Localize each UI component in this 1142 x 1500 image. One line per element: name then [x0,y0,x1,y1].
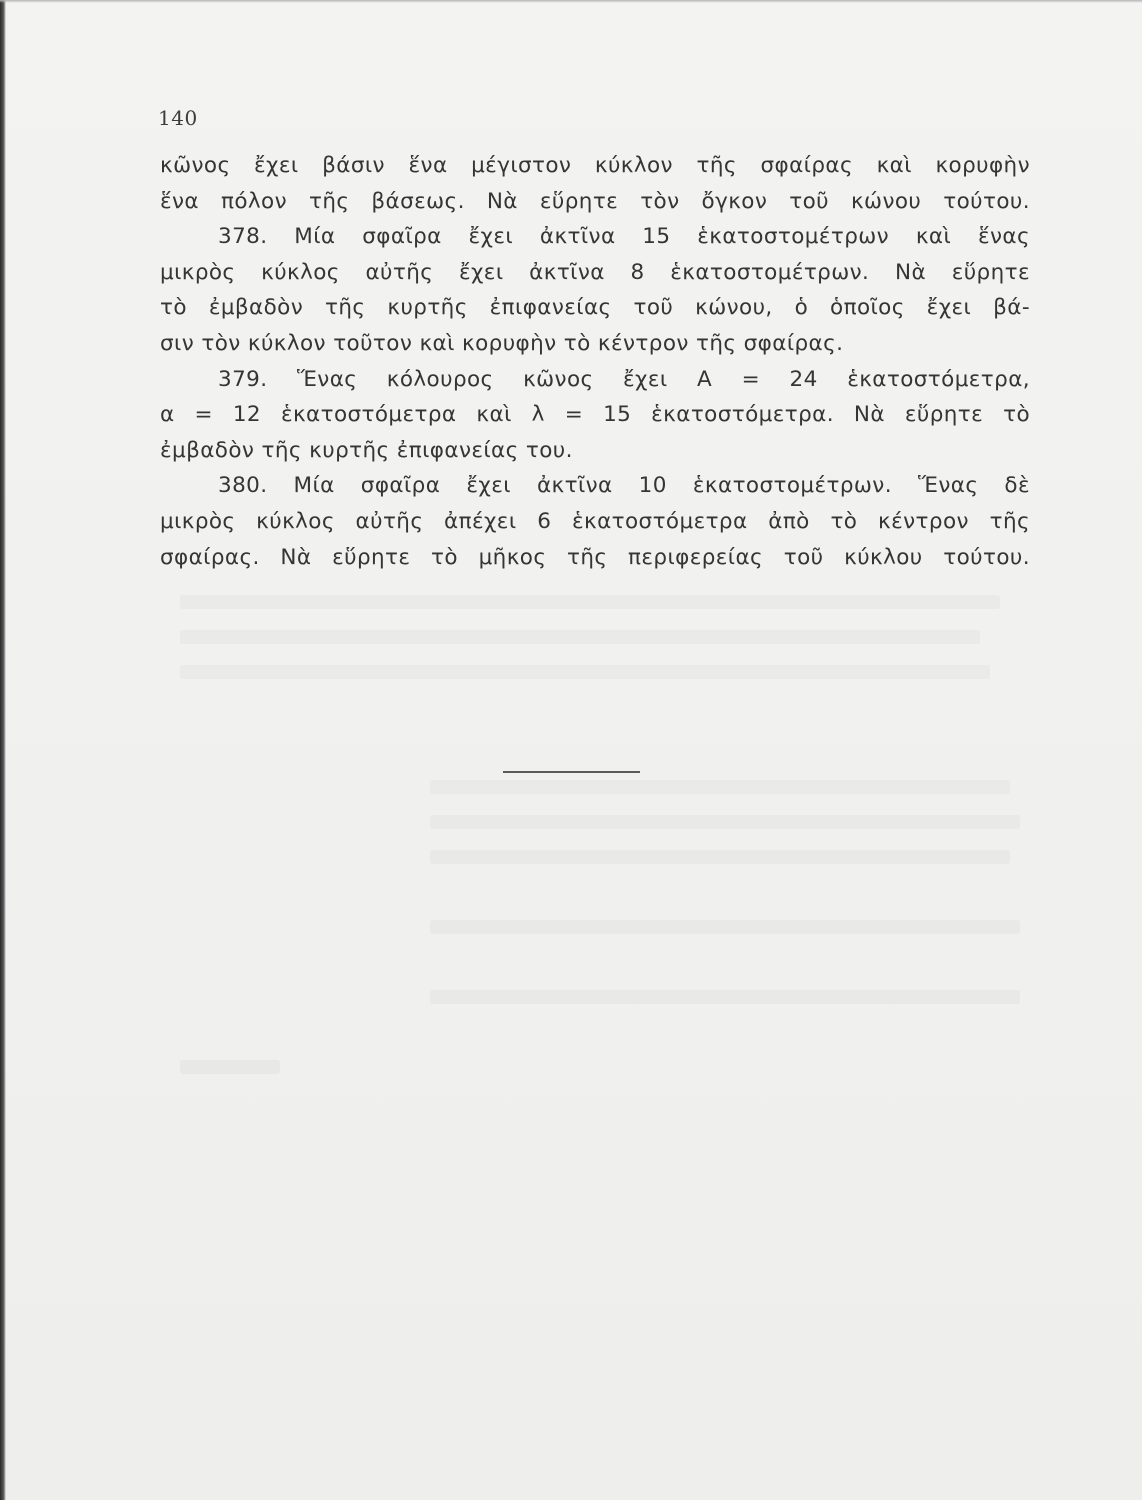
bleed-through-mark [180,665,990,679]
text-line: σιν τὸν κύκλον τοῦτον καὶ κορυφὴν τὸ κέντρον τῆς σφαίρας. [160,330,844,356]
text-line: κῶνος ἔχει βάσιν ἕνα μέγιστον κύκλον τῆς σφαίρας καὶ κορυφὴν [160,153,1030,178]
page-number: 140 [158,106,198,130]
text-line: ἐμβαδὸν τῆς κυρτῆς ἐπιφανείας του. [160,437,573,463]
bleed-through-mark [430,780,1010,794]
bleed-through-mark [430,990,1020,1004]
problem-380-line: 380. Μία σφαῖρα ἔχει ἀκτῖνα 10 ἑκατοστομέτρων. Ἕνας δὲ [218,473,1030,499]
body-text [160,148,1030,575]
page-binding-edge [0,0,6,1500]
page-top-edge [0,0,1142,3]
end-separator-rule [503,771,640,773]
bleed-through-mark [180,630,980,644]
text-line: α = 12 ἑκατοστόμετρα καὶ λ = 15 ἑκατοστόμετρα. Νὰ εὕρητε τὸ [160,402,1030,428]
problem-379-line: 379. Ἕνας κόλουρος κῶνος ἔχει Α = 24 ἑκατοστόμετρα, [218,366,1030,392]
text-line: τὸ ἐμβαδὸν τῆς κυρτῆς ἐπιφανείας τοῦ κώνου, ὁ ὁποῖος ἔχει βά- [160,295,1030,321]
bleed-through-mark [430,815,1020,829]
bleed-through-mark [180,595,1000,609]
text-line: σφαίρας. Νὰ εὕρητε τὸ μῆκος τῆς περιφερείας τοῦ κύκλου τούτου. [160,544,1030,570]
text-line: μικρὸς κύκλος αὐτῆς ἀπέχει 6 ἑκατοστόμετρα ἀπὸ τὸ κέντρον τῆς [160,508,1030,534]
bleed-through-mark [430,920,1020,934]
bleed-through-mark [430,850,1010,864]
text-line: μικρὸς κύκλος αὐτῆς ἔχει ἀκτῖνα 8 ἑκατοστομέτρων. Νὰ εὕρητε [160,259,1030,285]
problem-378-line: 378. Μία σφαῖρα ἔχει ἀκτῖνα 15 ἑκατοστομέτρων καὶ ἕνας [218,224,1030,250]
text-line: ἕνα πόλον τῆς βάσεως. Νὰ εὕρητε τὸν ὄγκον τοῦ κώνου τούτου. [160,188,1030,214]
bleed-through-mark [180,1060,280,1074]
